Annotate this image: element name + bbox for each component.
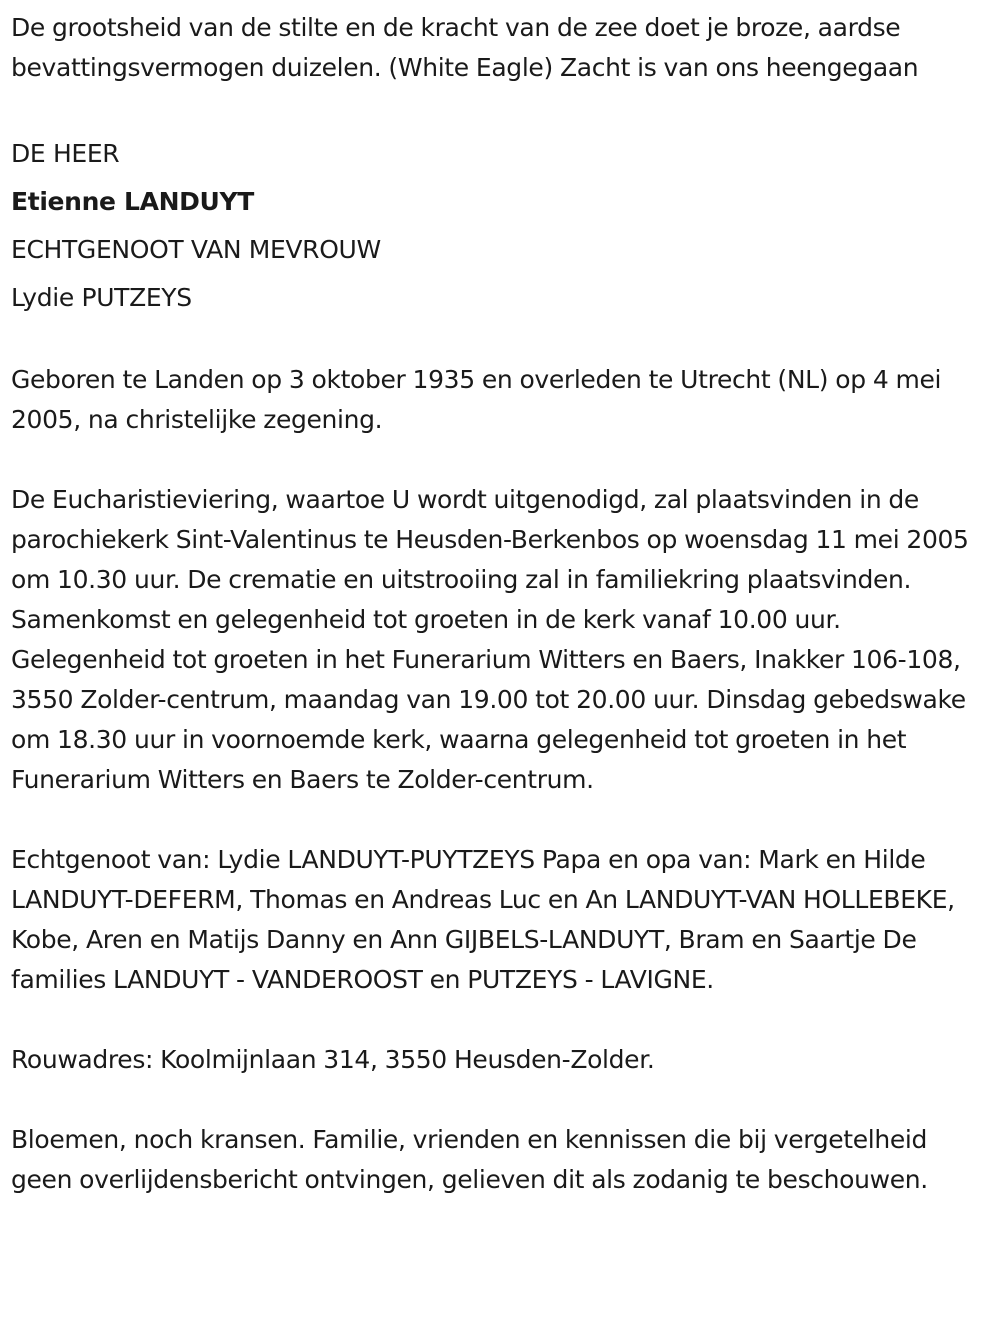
spouse-heading: ECHTGENOOT VAN MEVROUW [11,235,381,264]
spacer [11,1000,988,1040]
spacer [11,1080,988,1120]
deceased-name: Etienne LANDUYT [11,187,254,216]
spouse-name: Lydie PUTZEYS [11,283,192,312]
address-paragraph: Rouwadres: Koolmijnlaan 314, 3550 Heusden-Zolder. [11,1045,655,1074]
spacer [11,322,988,360]
birth-death-paragraph: Geboren te Landen op 3 oktober 1935 en overleden te Utrecht (NL) op 4 mei 2005, na christelijke zegening. [11,365,942,434]
family-paragraph: Echtgenoot van: Lydie LANDUYT-PUYTZEYS Papa en opa van: Mark en Hilde LANDUYT-DEFERM, Thomas en Andreas Luc en An LANDUYT-VAN HOLLEBEKE, Kobe, Aren en Matijs Danny en Ann GIJBELS-LANDUYT, Bram en Saartje De families LANDUYT - VANDEROOST en PUTZEYS - LAVIGNE. [11,845,955,994]
title-line: DE HEER [11,139,120,168]
spacer [11,800,988,840]
deceased-header [11,128,988,322]
closing-paragraph: Bloemen, noch kransen. Familie, vrienden en kennissen die bij vergetelheid geen overlijdensbericht ontvingen, gelieven dit als zodanig te beschouwen. [11,1125,928,1194]
intro-paragraph: De grootsheid van de stilte en de kracht van de zee doet je broze, aardse bevattingsvermogen duizelen. (White Eagle) Zacht is van ons heengegaan [11,13,919,82]
spacer [11,88,988,128]
ceremony-paragraph: De Eucharistieviering, waartoe U wordt uitgenodigd, zal plaatsvinden in de parochiekerk Sint-Valentinus te Heusden-Berkenbos op woensdag 11 mei 2005 om 10.30 uur. De crematie en uitstrooiing zal in familiekring plaatsvinden. Samenkomst en gelegenheid tot groeten in de kerk vanaf 10.00 uur. Gelegenheid tot groeten in het Funerarium Witters en Baers, Inakker 106-108, 3550 Zolder-centrum, maandag van 19.00 tot 20.00 uur. Dinsdag gebedswake om 18.30 uur in voornoemde kerk, waarna gelegenheid tot groeten in het Funerarium Witters en Baers te Zolder-centrum. [11,485,969,794]
spacer [11,440,988,480]
